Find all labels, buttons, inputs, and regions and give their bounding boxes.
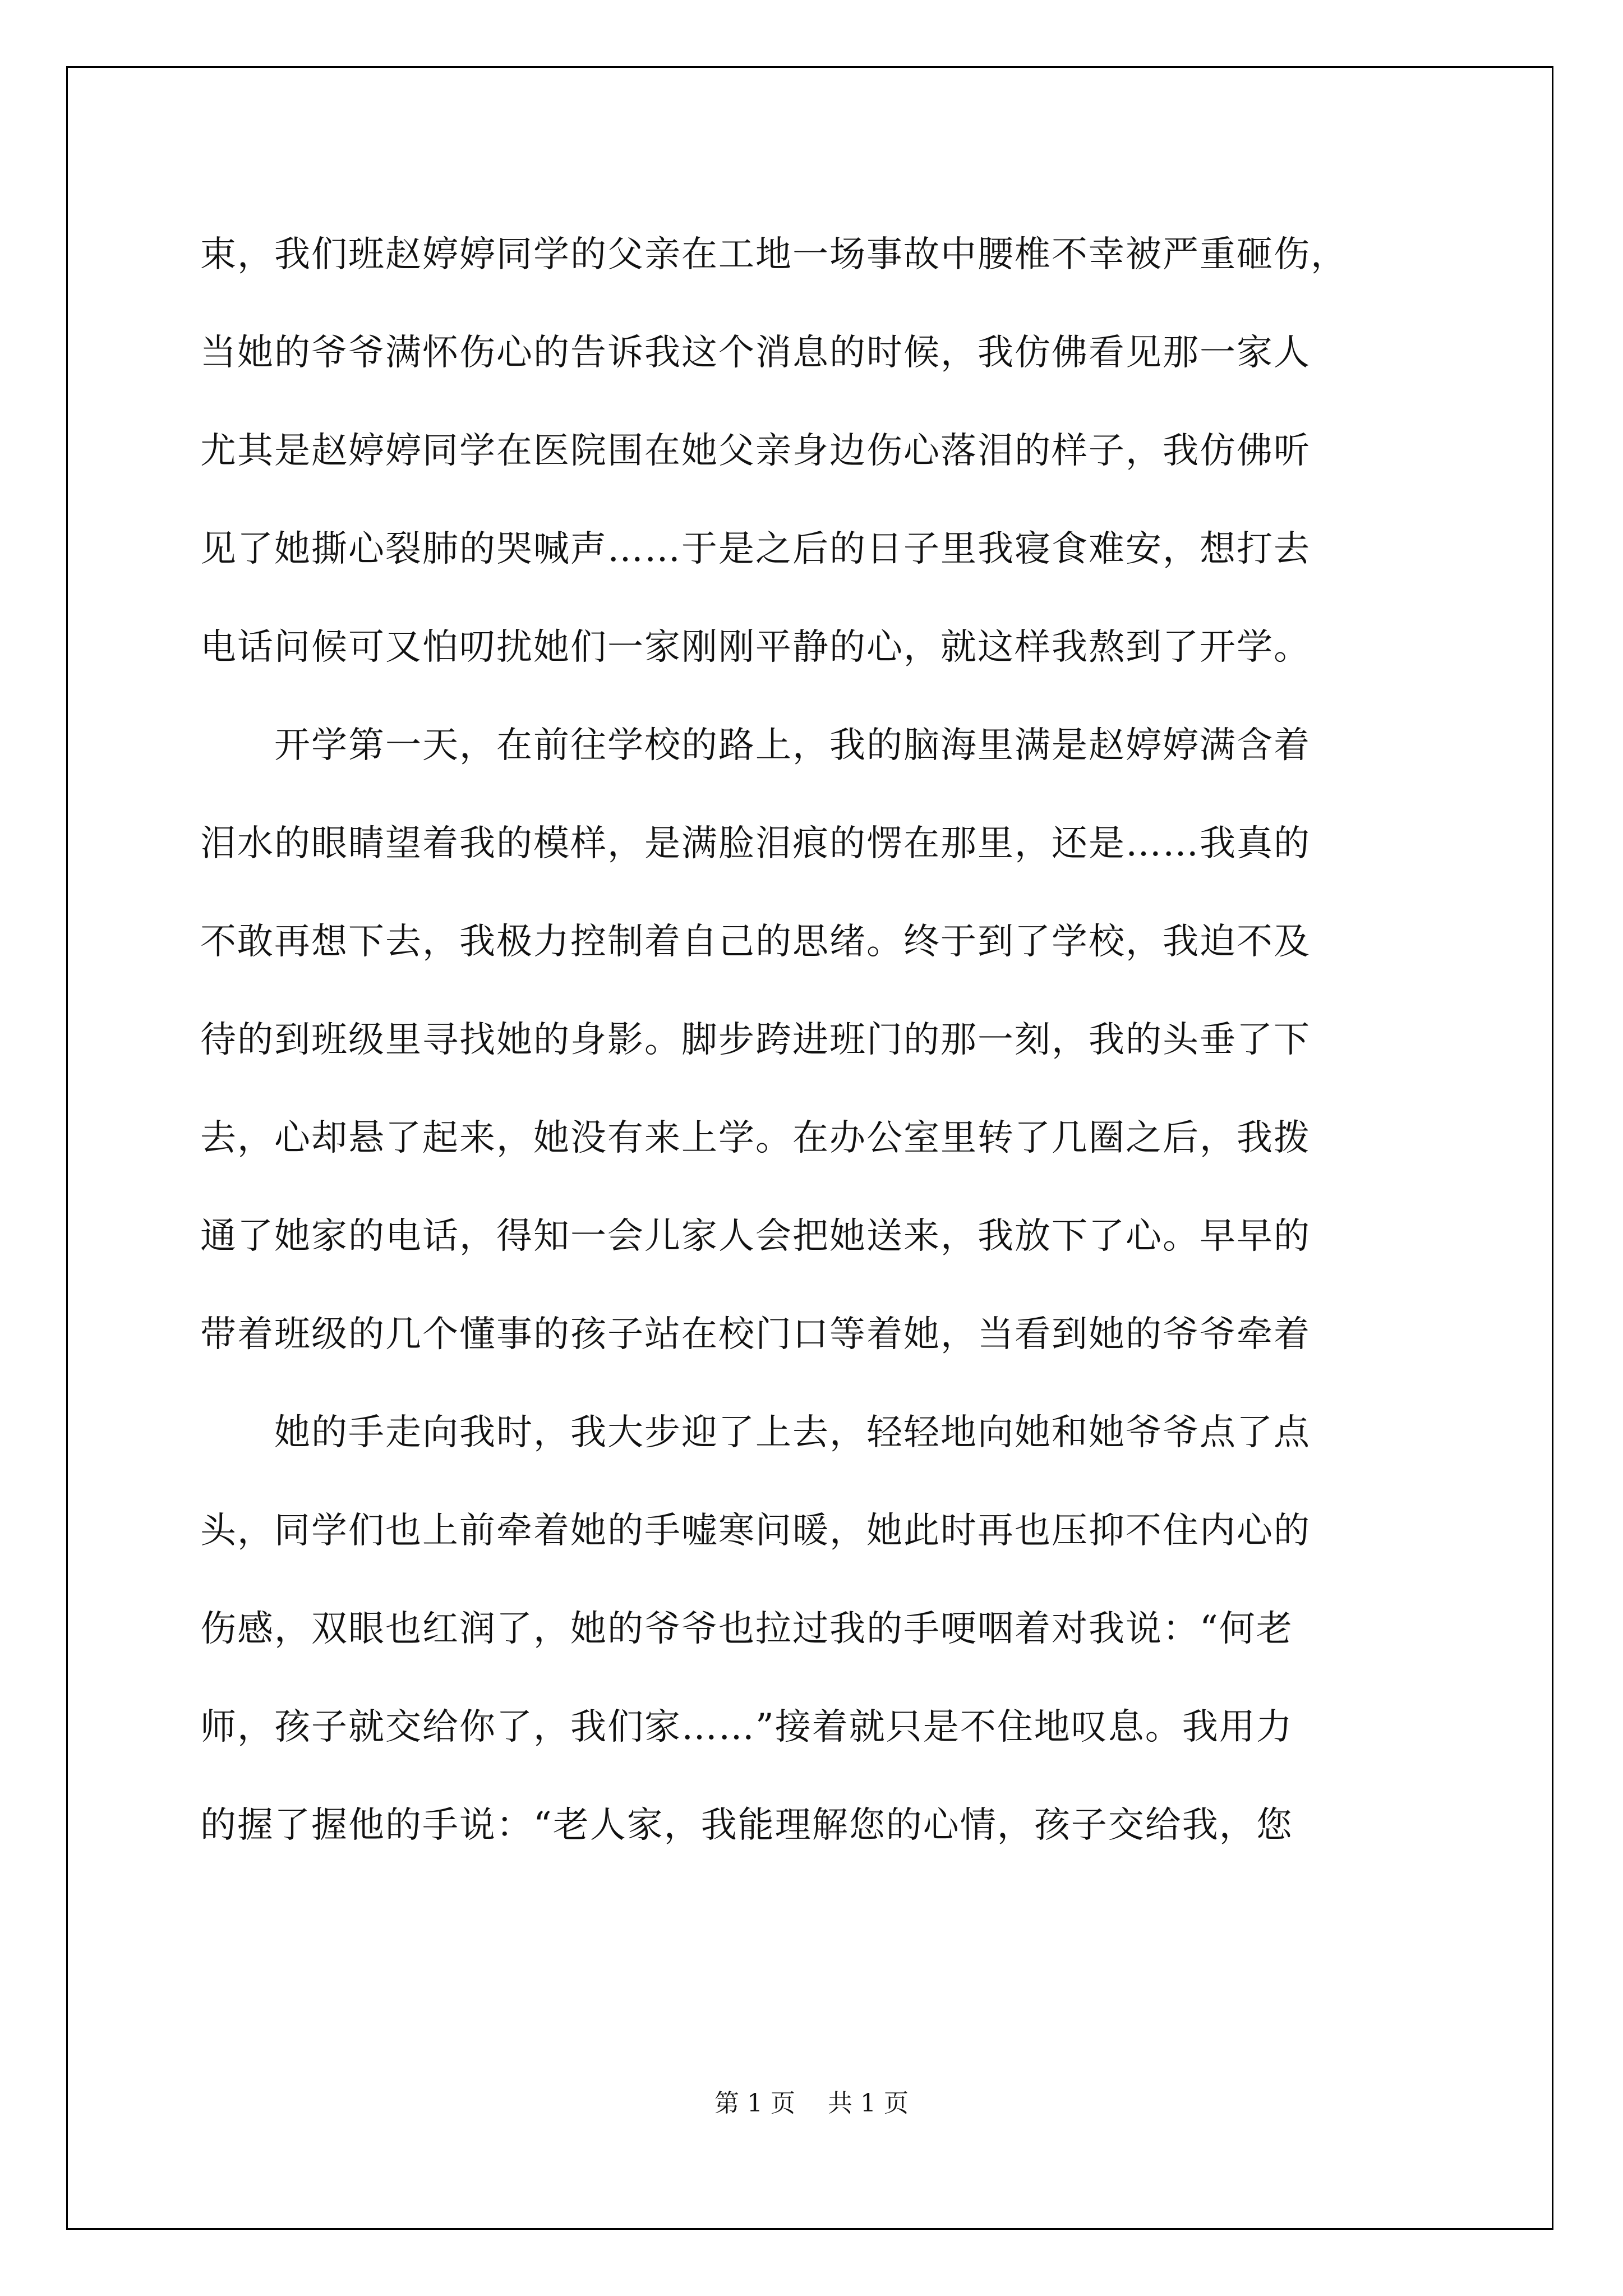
text-line: 开学第一天，在前往学校的路上，我的脑海里满是赵婷婷满含着 bbox=[200, 725, 1311, 766]
text-line: 通了她家的电话，得知一会儿家人会把她送来，我放下了心。早早的 bbox=[200, 1216, 1311, 1257]
text-line: 泪水的眼睛望着我的模样，是满脸泪痕的愣在那里，还是……我真的 bbox=[200, 823, 1311, 864]
text-line: 带着班级的几个懂事的孩子站在校门口等着她，当看到她的爷爷牵着 bbox=[200, 1314, 1311, 1355]
text-line: 师，孩子就交给你了，我们家……”接着就只是不住地叹息。我用力 bbox=[200, 1706, 1293, 1748]
text-line: 她的手走向我时，我大步迎了上去，轻轻地向她和她爷爷点了点 bbox=[200, 1412, 1311, 1453]
text-line: 不敢再想下去，我极力控制着自己的思绪。终于到了学校，我迫不及 bbox=[200, 921, 1311, 963]
document-body bbox=[200, 206, 1434, 1875]
page-number-label: 第 1 页 共 1 页 bbox=[714, 2089, 909, 2118]
text-line: 束，我们班赵婷婷同学的父亲在工地一场事故中腰椎不幸被严重砸伤， bbox=[200, 234, 1348, 275]
text-line: 尤其是赵婷婷同学在医院围在她父亲身边伤心落泪的样子，我仿佛听 bbox=[200, 430, 1311, 472]
text-line: 的握了握他的手说：“老人家，我能理解您的心情，孩子交给我，您 bbox=[200, 1805, 1293, 1846]
text-line: 头，同学们也上前牵着她的手嘘寒问暖，她此时再也压抑不住内心的 bbox=[200, 1510, 1311, 1552]
page-footer bbox=[0, 2087, 1623, 2120]
text-line: 伤感，双眼也红润了，她的爷爷也拉过我的手哽咽着对我说：“何老 bbox=[200, 1608, 1293, 1650]
text-line: 去，心却悬了起来，她没有来上学。在办公室里转了几圈之后，我拨 bbox=[200, 1117, 1311, 1159]
text-line: 见了她撕心裂肺的哭喊声……于是之后的日子里我寝食难安，想打去 bbox=[200, 528, 1311, 570]
text-line: 电话问候可又怕叨扰她们一家刚刚平静的心，就这样我熬到了开学。 bbox=[200, 627, 1311, 668]
text-line: 待的到班级里寻找她的身影。脚步跨进班门的那一刻，我的头垂了下 bbox=[200, 1019, 1311, 1061]
text-line: 当她的爷爷满怀伤心的告诉我这个消息的时候，我仿佛看见那一家人 bbox=[200, 332, 1311, 374]
